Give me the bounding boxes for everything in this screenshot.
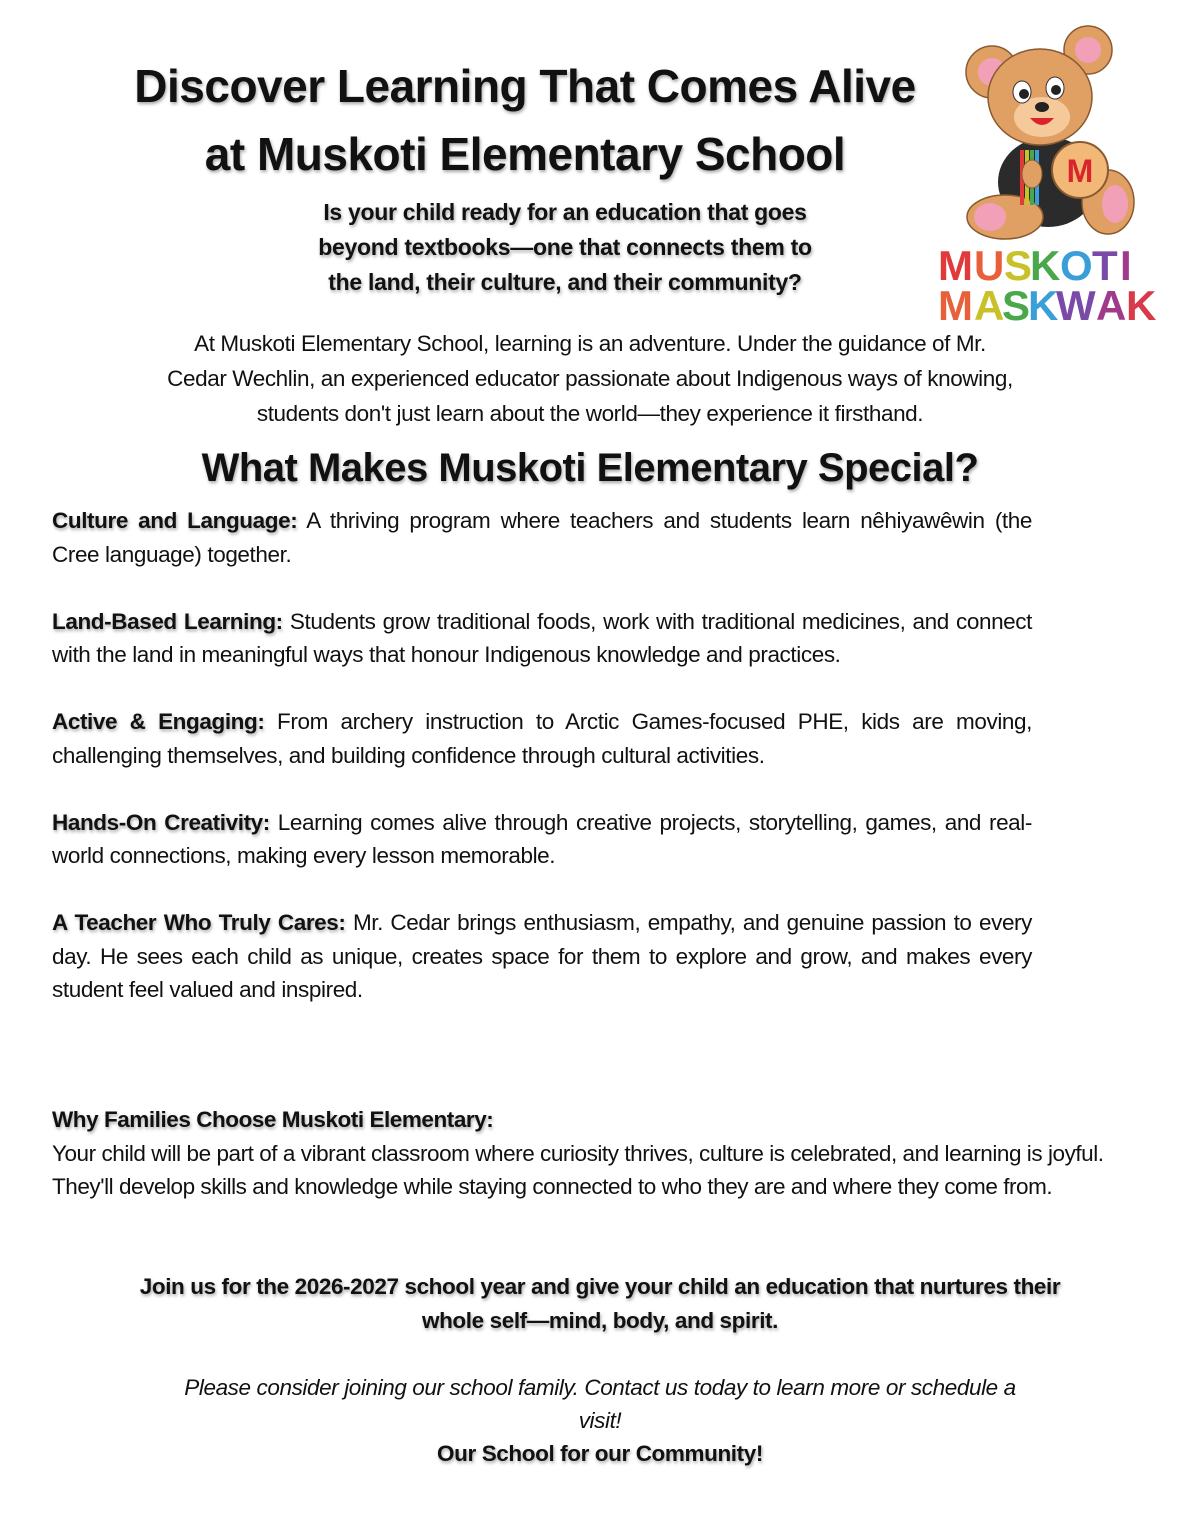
feature-text: Mr. Cedar brings enthusiasm, empathy, and genuine passion to every day. He sees each child as unique, creates space for them to explore and grow, and makes every student feel valued and inspired.: [52, 910, 1032, 1002]
svg-text:W: W: [1056, 282, 1096, 327]
feature-label: Hands-On Creativity:: [52, 809, 270, 835]
svg-text:U: U: [974, 242, 1005, 289]
svg-text:K: K: [1028, 282, 1059, 327]
feature-culture-language: [52, 504, 1032, 571]
feature-text: From archery instruction to Arctic Games-focused PHE, kids are moving, challenging themselves, and building confidence through cultural activities.: [52, 709, 1032, 768]
cta-line-2: whole self—mind, body, and spirit.: [421, 1308, 778, 1333]
school-logo: [930, 22, 1160, 327]
why-text: Your child will be part of a vibrant classroom where curiosity thrives, culture is celebrated, and learning is joyful. They'll develop skills and knowledge while staying connected to who they are and where they come from.: [52, 1140, 1104, 1199]
svg-text:K: K: [1126, 282, 1157, 327]
intro-line-3: students don't just learn about the world—they experience it firsthand.: [256, 401, 924, 426]
invite-line-1: Please consider joining our school family. Contact us today to learn more or schedule a: [184, 1375, 1016, 1400]
feature-active-engaging: [52, 705, 1032, 772]
section-heading: What Makes Muskoti Elementary Special?: [201, 446, 979, 490]
why-families-section: [52, 1103, 1152, 1204]
svg-text:S: S: [1002, 282, 1031, 327]
feature-label: Culture and Language:: [52, 508, 298, 533]
svg-text:T: T: [1092, 242, 1118, 289]
title-line-2: at Muskoti Elementary School: [204, 128, 846, 180]
invite-line-2: visit!: [578, 1408, 622, 1433]
feature-text: Students grow traditional foods, work with traditional medicines, and connect with the land in meaningful ways that honour Indigenous knowledge and practices.: [52, 608, 1032, 667]
svg-text:A: A: [974, 282, 1005, 327]
subtitle-question: [230, 195, 900, 300]
intro-paragraph: [40, 326, 1140, 431]
svg-text:O: O: [1060, 242, 1093, 289]
svg-text:S: S: [1004, 242, 1033, 289]
svg-text:M: M: [938, 242, 973, 289]
why-heading: Why Families Choose Muskoti Elementary:: [52, 1107, 494, 1132]
feature-hands-on-creativity: [52, 806, 1032, 873]
svg-text:K: K: [1030, 242, 1061, 289]
page-title: [60, 52, 990, 188]
slogan: Our School for our Community!: [437, 1441, 763, 1466]
intro-line-2: Cedar Wechlin, an experienced educator passionate about Indigenous ways of knowing,: [167, 366, 1013, 391]
invitation-text: [40, 1371, 1160, 1437]
svg-text:A: A: [1096, 282, 1127, 327]
subtitle-line-3: the land, their culture, and their community?: [328, 269, 802, 295]
feature-label: Land-Based Learning:: [52, 608, 283, 634]
feature-label: Active & Engaging:: [52, 709, 265, 734]
feature-teacher-who-cares: [52, 906, 1032, 1007]
intro-line-1: At Muskoti Elementary School, learning is an adventure. Under the guidance of Mr.: [194, 331, 986, 356]
call-to-action: [40, 1270, 1160, 1338]
svg-text:I: I: [1120, 242, 1132, 289]
subtitle-line-1: Is your child ready for an education that goes: [323, 199, 807, 225]
drum-letter: M: [1066, 153, 1094, 189]
feature-land-based-learning: [52, 605, 1032, 672]
title-line-1: Discover Learning That Comes Alive: [134, 60, 916, 112]
feature-label: A Teacher Who Truly Cares:: [52, 910, 346, 935]
feature-text: A thriving program where teachers and students learn nêhiyawêwin (the Cree language) together.: [52, 508, 1032, 567]
cta-line-1: Join us for the 2026-2027 school year and give your child an education that nurtures their: [139, 1274, 1061, 1299]
feature-text: Learning comes alive through creative projects, storytelling, games, and real-world connections, making every lesson memorable.: [52, 809, 1032, 868]
feature-list: [52, 504, 1032, 1040]
bear-mascot-with-drum-icon: [930, 22, 1160, 327]
svg-text:M: M: [938, 282, 973, 327]
subtitle-line-2: beyond textbooks—one that connects them to: [318, 234, 812, 260]
